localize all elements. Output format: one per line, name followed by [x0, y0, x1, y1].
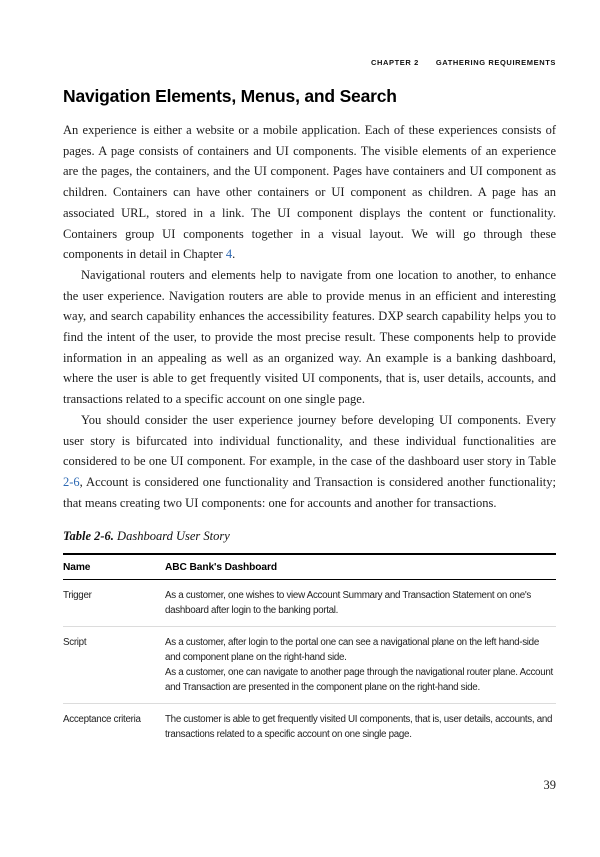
running-header: [63, 58, 556, 67]
paragraph-3-end: , Account is considered one functionality and Transaction is considered another functionality; that means creating two UI components: one for accounts and another for transactions.: [63, 474, 556, 510]
table-caption: [63, 529, 556, 544]
paragraph-3-text: You should consider the user experience journey before developing UI components. Every user story is bifurcated into individual functionality, and these individual functionalities are considered to be one UI component. For example, in the case of the dashboard user story in Table: [63, 412, 556, 469]
row-name: Acceptance criteria: [63, 714, 141, 726]
row-name: Trigger: [63, 590, 92, 602]
row-description: [165, 704, 556, 751]
paragraph-3: [63, 410, 556, 514]
table-2-6-link[interactable]: 2-6: [63, 474, 80, 489]
paragraph-1-text: An experience is either a website or a mobile application. Each of these experiences consists of pages. A page consists of containers and UI components. The visible elements of an experience are the pages, the containers, and the UI component. Pages have containers and UI component as children. Containers can have other containers or UI component as children. A page has an associated URL, stored in a link. The UI component displays the content or functionality. Containers group UI components together in a visual layout. We will go through these components in detail in Chapter: [63, 123, 556, 262]
row-description: [165, 580, 556, 627]
table-caption-title: Dashboard User Story: [117, 529, 230, 544]
table-row-trigger: [63, 580, 556, 627]
description-line: The customer is able to get frequently visited UI components, that is, user details, accounts, and transactions related to a specific account on one single page.: [165, 714, 553, 741]
description-line: As a customer, one wishes to view Account Summary and Transaction Statement on one's dashboard after login to the banking portal.: [165, 590, 532, 617]
column-header-dashboard: ABC Bank's Dashboard: [165, 554, 556, 580]
chapter-4-link[interactable]: 4: [225, 247, 233, 262]
paragraph-1-end: .: [232, 247, 236, 262]
paragraph-2: Navigational routers and elements help to navigate from one location to another, to enhance the user experience. Navigation routers are able to provide menus in an efficient and interesting way, and search capability enhances the accessibility features. DXP search capability helps you to find the intent of the user, to provide the most precise result. These components help to provide information in an appealing as well as an organized way. An example is a banking dashboard, where the user is able to get frequently visited UI components, that is, user details, accounts, and transactions related to a specific account on one single page.: [63, 267, 556, 407]
table-caption-label: Table 2-6.: [63, 529, 114, 544]
page-number: 39: [543, 778, 556, 792]
row-name: Script: [63, 637, 87, 649]
description-line: As a customer, one can navigate to another page through the navigational router plane. Account and Transaction are presented in the component plane on the right-hand side.: [165, 667, 553, 694]
running-header-chapter: CHAPTER 2: [370, 58, 419, 67]
table-row-script: [63, 627, 556, 704]
description-line: As a customer, after login to the portal one can see a navigational plane on the left hand-side and component plane on the right-hand side.: [165, 637, 539, 664]
table-row-acceptance-criteria: [63, 704, 556, 751]
column-header-name: Name: [63, 554, 165, 580]
dashboard-user-story-table: [63, 553, 556, 750]
paragraph-1: [63, 120, 556, 265]
table-header-row: [63, 554, 556, 580]
row-description: [165, 627, 556, 704]
section-heading: Navigation Elements, Menus, and Search: [63, 86, 397, 106]
running-header-section: GATHERING REQUIREMENTS: [435, 58, 556, 67]
